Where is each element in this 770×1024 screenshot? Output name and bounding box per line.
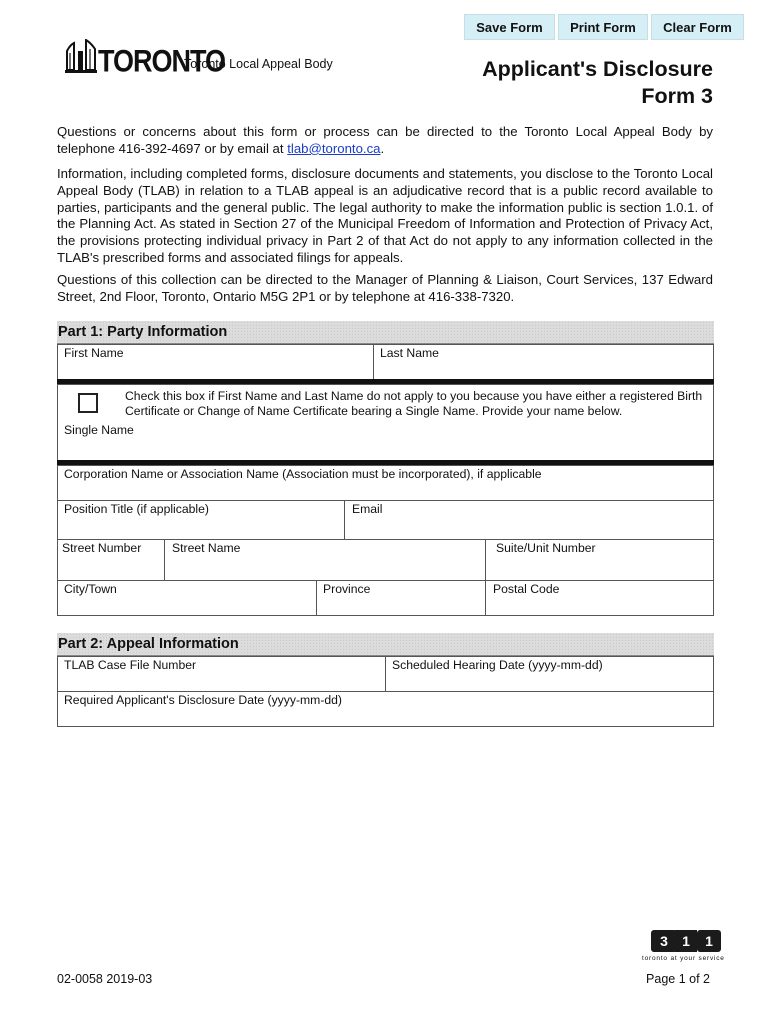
print-form-button[interactable]: Print Form: [558, 14, 648, 40]
clear-form-button[interactable]: Clear Form: [651, 14, 744, 40]
street-name-label: Street Name: [172, 541, 241, 555]
last-name-input[interactable]: [380, 362, 705, 378]
corporation-input[interactable]: [64, 483, 704, 499]
disclosure-date-input[interactable]: [64, 709, 704, 725]
email-label: Email: [352, 502, 383, 516]
single-name-input[interactable]: [64, 441, 704, 457]
disclosure-date-cell: [57, 691, 714, 727]
title-line-1: Applicant's Disclosure: [482, 57, 713, 81]
single-name-label: Single Name: [64, 423, 134, 437]
single-name-cell: [57, 422, 714, 461]
city-label: City/Town: [64, 582, 117, 596]
case-file-input[interactable]: [64, 674, 376, 690]
postal-code-label: Postal Code: [493, 582, 560, 596]
street-number-label: Street Number: [62, 541, 142, 555]
postal-code-cell: [485, 580, 714, 616]
form-code: 02-0058 2019-03: [57, 972, 153, 986]
hearing-date-label: Scheduled Hearing Date (yyyy-mm-dd): [392, 658, 603, 672]
suite-input[interactable]: [496, 560, 706, 576]
badge-digit: 3: [651, 930, 677, 952]
collection-paragraph: Questions of this collection can be directed to the Manager of Planning & Liaison, Court Services, 137 Edward Street, 2nd Floor, Toronto, Ontario M5G 2P1 or by telephone at 416-338-7320.: [57, 272, 713, 304]
first-name-input[interactable]: [64, 362, 364, 378]
street-name-input[interactable]: [172, 560, 477, 576]
title-line-2: Form 3: [641, 84, 713, 108]
intro-contact-paragraph: [57, 124, 713, 158]
postal-code-input[interactable]: [493, 598, 705, 614]
intro-contact-text: Questions or concerns about this form or process can be directed to the Toronto Local Appeal Body by telephone 416-392-4697 or by email at: [57, 124, 713, 156]
province-input[interactable]: [323, 598, 478, 614]
toronto-logo-wordmark: TORONTO: [98, 44, 226, 79]
city-cell: [57, 580, 317, 616]
badge-digit: 1: [675, 930, 697, 952]
form-title: [482, 56, 713, 110]
email-cell: [344, 500, 714, 540]
case-file-label: TLAB Case File Number: [64, 658, 197, 672]
page-number: Page 1 of 2: [646, 972, 710, 986]
tlab-email-link[interactable]: tlab@toronto.ca: [287, 140, 381, 156]
hearing-date-cell: [385, 656, 714, 692]
org-name: Toronto Local Appeal Body: [184, 57, 333, 71]
badge-tagline: toronto at your service: [642, 955, 725, 962]
corporation-cell: [57, 465, 714, 501]
part2-heading: Part 2: Appeal Information: [57, 633, 714, 656]
intro-contact-end: .: [380, 140, 385, 156]
last-name-cell: [373, 344, 714, 380]
corporation-label: Corporation Name or Association Name (Association must be incorporated), if applicable: [64, 467, 542, 481]
part1-heading: Part 1: Party Information: [57, 321, 714, 344]
first-name-label: First Name: [64, 346, 124, 360]
single-name-checkbox[interactable]: [78, 393, 98, 413]
city-input[interactable]: [64, 598, 309, 614]
street-name-cell: [164, 539, 486, 581]
toronto-city-hall-logo-icon: [64, 39, 98, 73]
disclosure-date-label: Required Applicant's Disclosure Date (yyyy-mm-dd): [64, 693, 342, 707]
street-number-cell: [57, 539, 165, 581]
suite-label: Suite/Unit Number: [496, 541, 596, 555]
last-name-label: Last Name: [380, 346, 439, 360]
position-title-cell: [57, 500, 345, 540]
hearing-date-input[interactable]: [392, 674, 704, 690]
badge-digit: 1: [697, 930, 721, 952]
position-title-label: Position Title (if applicable): [64, 502, 209, 516]
street-number-input[interactable]: [62, 560, 160, 576]
save-form-button[interactable]: Save Form: [464, 14, 555, 40]
case-file-cell: [57, 656, 386, 692]
privacy-paragraph: Information, including completed forms, disclosure documents and statements, you disclose to the Toronto Local Appeal Body (TLAB) in relation to a TLAB appeal is an adjudicative record that is a public record available to parties, participants and the general public. The legal authority to make the information public is section 1.0.1. of the Planning Act. As stated in Section 27 of the Municipal Freedom of Information and Protection of Privacy Act, the provisions protecting individual privacy in Part 2 of that Act do not apply to any information collected in the TLAB's prescribed forms and associated filings for appeals.: [57, 166, 713, 265]
single-name-note: Check this box if First Name and Last Name do not apply to you because you have either a registered Birth Certificate or Change of Name Certificate bearing a Single Name. Provide your name below.: [125, 389, 703, 418]
suite-cell: [485, 539, 714, 581]
province-cell: [316, 580, 486, 616]
province-label: Province: [323, 582, 371, 596]
position-title-input[interactable]: [64, 521, 336, 537]
email-input[interactable]: [352, 521, 704, 537]
first-name-cell: [57, 344, 374, 380]
